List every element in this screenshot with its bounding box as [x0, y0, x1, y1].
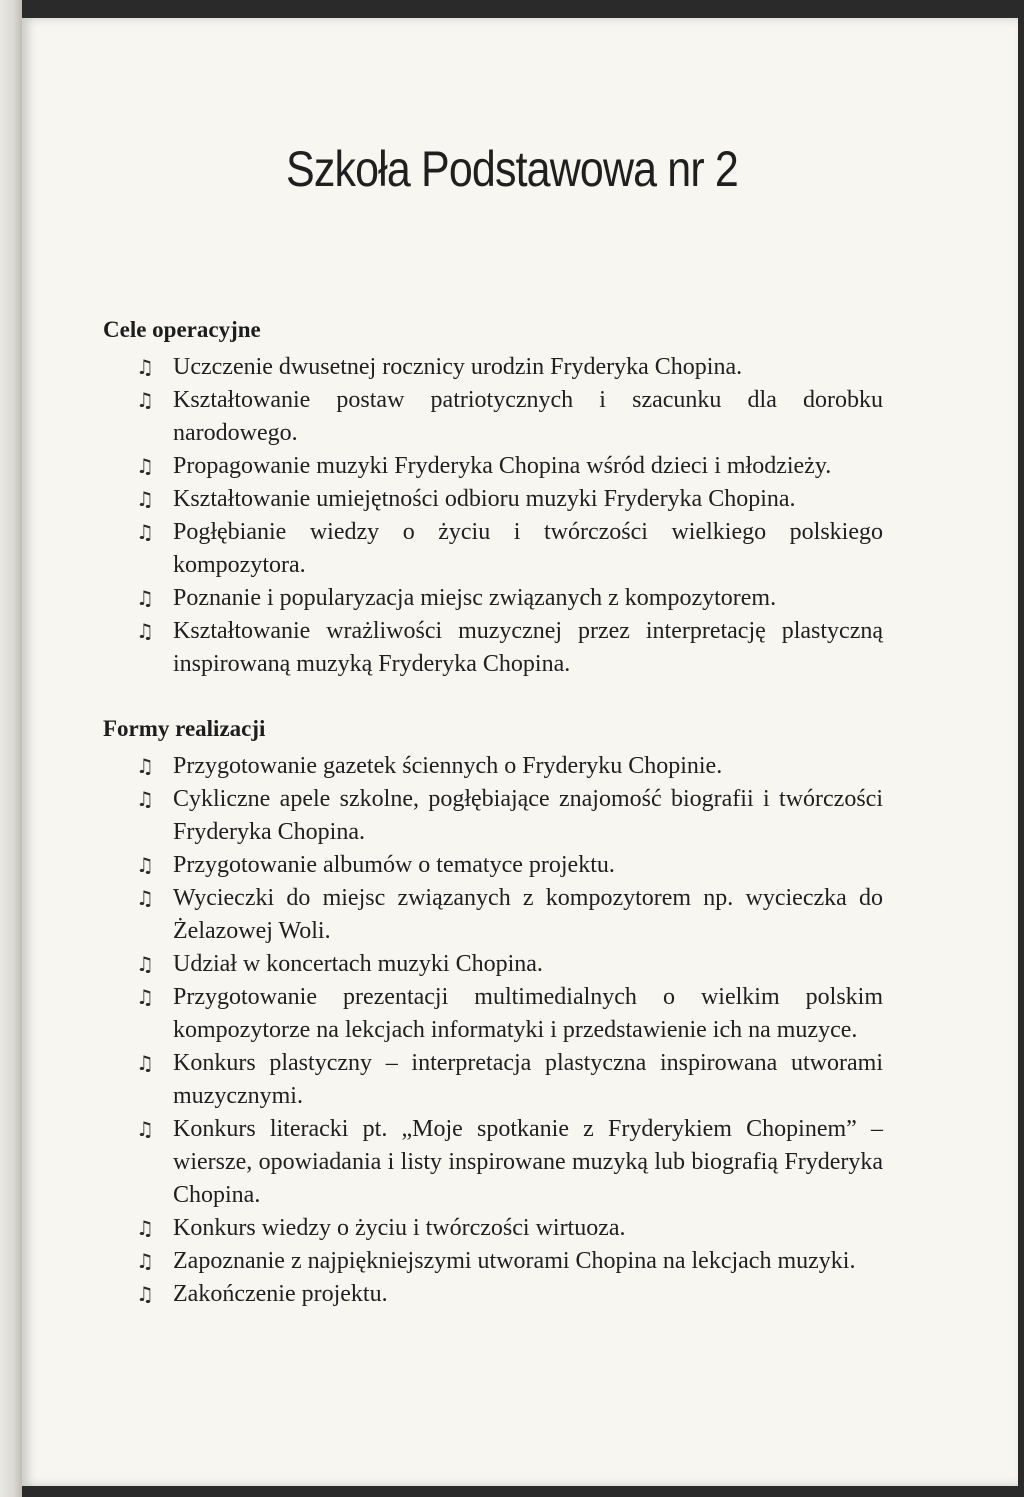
list-item-text: Kształtowanie umiejętności odbioru muzyki Fryderyka Chopina. — [173, 486, 796, 512]
list-item — [103, 615, 883, 681]
section-heading-formy: Formy realizacji — [103, 716, 266, 741]
list-item — [103, 450, 883, 483]
list-item-text: Zapoznanie z najpiękniejszymi utworami Chopina na lekcjach muzyki. — [173, 1248, 856, 1274]
music-note-icon: ♫ — [136, 1051, 154, 1075]
list-item — [103, 384, 883, 450]
list-item-text: Przygotowanie prezentacji multimedialnych o wielkim polskim kompozytorze na lekcjach informatyki i przedstawienie ich na muzyce. — [173, 984, 883, 1043]
list-item-text: Przygotowanie gazetek ściennych o Fryderyku Chopinie. — [173, 753, 723, 779]
list-item — [103, 516, 883, 582]
list-item — [103, 351, 883, 384]
list-item-text: Wycieczki do miejsc związanych z kompozytorem np. wycieczka do Żelazowej Woli. — [173, 885, 883, 944]
list-item-text: Przygotowanie albumów o tematyce projektu. — [173, 852, 615, 878]
music-note-icon: ♫ — [136, 520, 154, 544]
music-note-icon: ♫ — [136, 487, 154, 511]
list-item — [103, 483, 883, 516]
list-item-text: Cykliczne apele szkolne, pogłębiające znajomość biografii i twórczości Fryderyka Chopina. — [173, 786, 883, 845]
list-item-text: Pogłębianie wiedzy o życiu i twórczości wielkiego polskiego kompozytora. — [173, 519, 883, 578]
music-note-icon: ♫ — [136, 886, 154, 910]
formy-list — [103, 750, 883, 1311]
list-item — [103, 1212, 883, 1245]
list-item-text: Propagowanie muzyki Fryderyka Chopina wśród dzieci i młodzieży. — [173, 453, 832, 479]
section-heading-cele: Cele operacyjne — [103, 317, 261, 342]
music-note-icon: ♫ — [136, 388, 154, 412]
music-note-icon: ♫ — [136, 853, 154, 877]
music-note-icon: ♫ — [136, 586, 154, 610]
list-item — [103, 849, 883, 882]
list-item-text: Uczczenie dwusetnej rocznicy urodzin Fryderyka Chopina. — [173, 354, 743, 380]
section-cele — [103, 313, 883, 681]
music-note-icon: ♫ — [136, 754, 154, 778]
page-title: Szkoła Podstawowa nr 2 — [286, 141, 738, 197]
list-item — [103, 882, 883, 948]
music-note-icon: ♫ — [136, 952, 154, 976]
list-item-text: Kształtowanie wrażliwości muzycznej przez interpretację plastyczną inspirowaną muzyką Fryderyka Chopina. — [173, 618, 883, 677]
list-item — [103, 1113, 883, 1212]
list-item — [103, 750, 883, 783]
music-note-icon: ♫ — [136, 1117, 154, 1141]
music-note-icon: ♫ — [136, 985, 154, 1009]
list-item-text: Konkurs wiedzy o życiu i twórczości wirtuoza. — [173, 1215, 626, 1241]
music-note-icon: ♫ — [136, 1282, 154, 1306]
list-item — [103, 1245, 883, 1278]
music-note-icon: ♫ — [136, 454, 154, 478]
list-item-text: Kształtowanie postaw patriotycznych i szacunku dla dorobku narodowego. — [173, 387, 883, 446]
list-item — [103, 948, 883, 981]
list-item-text: Poznanie i popularyzacja miejsc związanych z kompozytorem. — [173, 585, 777, 611]
music-note-icon: ♫ — [136, 787, 154, 811]
music-note-icon: ♫ — [136, 1249, 154, 1273]
section-formy — [103, 712, 883, 1311]
music-note-icon: ♫ — [136, 619, 154, 643]
list-item — [103, 981, 883, 1047]
list-item — [103, 582, 883, 615]
list-item-text: Udział w koncertach muzyki Chopina. — [173, 951, 543, 977]
list-item — [103, 783, 883, 849]
list-item-text: Konkurs plastyczny – interpretacja plastyczna inspirowana utworami muzycznymi. — [173, 1050, 883, 1109]
cele-list — [103, 351, 883, 681]
list-item — [103, 1047, 883, 1113]
music-note-icon: ♫ — [136, 1216, 154, 1240]
book-spine-edge — [0, 0, 22, 1497]
list-item-text: Zakończenie projektu. — [173, 1281, 388, 1307]
music-note-icon: ♫ — [136, 355, 154, 379]
list-item — [103, 1278, 883, 1311]
list-item-text: Konkurs literacki pt. „Moje spotkanie z Fryderykiem Chopinem” – wiersze, opowiadania i listy inspirowane muzyką lub biografią Fryderyka Chopina. — [173, 1116, 883, 1208]
